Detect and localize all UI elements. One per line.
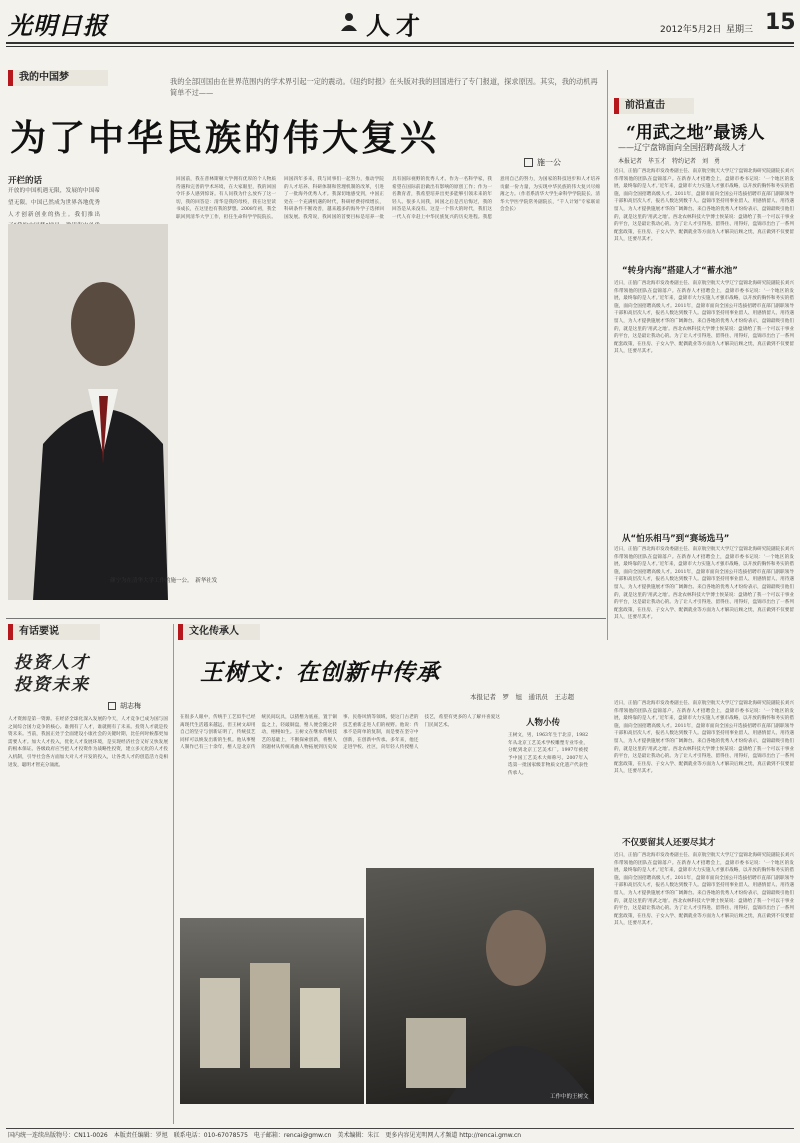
person-icon	[338, 10, 360, 32]
opinion-byline: 胡志梅	[120, 702, 141, 710]
masthead	[0, 0, 800, 50]
culture-title: 王树文：在创新中传承	[200, 659, 440, 686]
bottom-band-rule	[6, 618, 606, 619]
footer-rule	[6, 1128, 794, 1129]
profile-label: 人物小传	[526, 718, 561, 728]
right-body-part2: 近日，正值广西北海市发改委副主任、南京航空航天大学辽宁盘锦北海研究院副院长刘兴伟带领他的团队在盘锦落户。在新春人才招聘会上，盘锦市委书记说：‘一个地区的发展，最终靠的是人才。’近年来，盘锦市大力实施人才强市战略，以开放的胸怀和务实的措施，面向全国招聘高级人才。2011年，盘锦市面向全国公开选拔招聘市直部门副职领导干部和高层次人才，报名人数达到数千人。盘锦市坚持用事业留人、用感情留人、用待遇留人，为人才提供施展才华的广阔舞台。来自各地的优秀人才纷纷表示，盘锦最吸引他们的，就是这里的‘用武之地’。西北农林科技大学博士侯某说：盘锦给了我一个可以干事业的平台，这是最让我动心的。为了让人才引得进、留得住、用得好，盘锦市出台了一系列配套政策，在住房、子女入学、配偶就业等方面为人才解决后顾之忧，真正做到不仅要留其人，还要尽其才。	[614, 281, 794, 355]
right-subtitle: ——辽宁盘锦面向全国招聘高级人才	[618, 143, 746, 152]
sidebar-text: 开放的中国机遇无限，发展的中国希望无限。中国已然成为世界各地优秀人才创新创业的热土。我们推出	[8, 188, 100, 218]
culture-byline: 本报记者 罗 旭 通讯员 王志超	[470, 693, 574, 701]
main-photo	[8, 224, 168, 600]
right-body-part5: 近日，正值广西北海市发改委副主任、南京航空航天大学辽宁盘锦北海研究院副院长刘兴伟带领他的团队在盘锦落户。在新春人才招聘会上，盘锦市委书记说：‘一个地区的发展，最终靠的是人才。’近年来，盘锦市大力实施人才强市战略，以开放的胸怀和务实的措施，面向全国招聘高级人才。2011年，盘锦市面向全国公开选拔招聘市直部门副职领导干部和高层次人才，报名人数达到数千人。盘锦市坚持用事业留人、用感情留人、用待遇留人，为人才提供施展才华的广阔舞台。来自各地的优秀人才纷纷表示，盘锦最吸引他们的，就是这里的‘用武之地’。西北农林科技大学博士侯某说：盘锦给了我一个可以干事业的平台，这是最让我动心的。为了让人才引得进、留得住、用得好，盘锦市出台了一系列配套政策，在住房、子女入学、配偶就业等方面为人才解决后顾之忧，真正做到不仅要留其人，还要尽其才。	[614, 853, 794, 927]
opinion-body-text: 人才资源是第一资源。在经济全球化深入发展的今天，人才竞争已成为国与国之间综合国力竞争的核心。谁拥有了人才，谁就拥有了未来。投资人才就是投资未来。当前，我国正处于全面建设小康社会的关键时期，比任何时候都更加需要人才。加大人才投入，优化人才发展环境，是实现经济社会又好又快发展的根本保证。各级政府应当把人才投资作为战略性投资，建立多元化的人才投入机制，引导社会各方面加大对人才开发的投入，让各类人才的创造活力竞相迸发，聪明才智充分涌流。	[8, 717, 168, 768]
opinion-title-2: 投资未来	[14, 675, 90, 695]
culture-photo-caption: 工作中的王树文	[550, 1094, 589, 1100]
opinion-title-1: 投资人才	[14, 653, 90, 673]
story-deck: 我的全部回国由在世界范围内的学术界引起一定的震动。《纽约时报》在头版对我的回国进行了专门报道，探求原因。其实，我的动机再简单不过——	[170, 77, 598, 97]
right-body-part4: 近日，正值广西北海市发改委副主任、南京航空航天大学辽宁盘锦北海研究院副院长刘兴伟带领他的团队在盘锦落户。在新春人才招聘会上，盘锦市委书记说：‘一个地区的发展，最终靠的是人才。’近年来，盘锦市大力实施人才强市战略，以开放的胸怀和务实的措施，面向全国招聘高级人才。2011年，盘锦市面向全国公开选拔招聘市直部门副职领导干部和高层次人才，报名人数达到数千人。盘锦市坚持用事业留人、用感情留人、用待遇留人，为人才提供施展才华的广阔舞台。来自各地的优秀人才纷纷表示，盘锦最吸引他们的，就是这里的‘用武之地’。西北农林科技大学博士侯某说：盘锦给了我一个可以干事业的平台，这是最让我动心的。为了让人才引得进、留得住、用得好，盘锦市出台了一系列配套政策，在住房、子女入学、配偶就业等方面为人才解决后顾之忧，真正做到不仅要留其人，还要尽其才。	[614, 701, 794, 775]
byline-marker	[524, 158, 533, 167]
column-tag-frontline: 前沿直击	[614, 98, 694, 114]
masthead-rule	[6, 42, 794, 44]
column-tag-culture: 文化传承人	[178, 624, 260, 640]
main-title: 为了中华民族的伟大复兴	[10, 117, 440, 159]
column-tag-dream: 我的中国梦	[8, 70, 108, 86]
issue-date: 2012年5月2日	[660, 25, 722, 35]
right-byline: 本报记者 毕玉才 特约记者 刘 勇	[618, 158, 721, 165]
column-tag-opinion: 有话要说	[8, 624, 100, 640]
main-body-text: 回国前，我在普林斯顿大学拥有优厚的个人物质待遇和完善的学术环境，在大家眼里，我的回国令许多人感到惊讶。有人问我为什么放弃了这一切，我的回答是：清华是我的母校，我在这里读书成长，在这里也有我的梦想。2008年初，我全职回到清华大学工作，担任生命科学学院院长。回国四年多来，我与同事们一起努力，推动学院的人才培养、科研体制和管理机制的改革，引进了一批海外优秀人才。我深切地感受到，中国正处在一个充满机遇的时代，科研经费持续增长，科研条件不断改善，越来越多的海外学子选择回国发展。我常说，我回国的首要目标是培养一批具有国际视野的优秀人才。作为一名科学家，我希望在国际前沿做出有影响的原创工作；作为一名教育者，我希望培养出更多能够引领未来的年轻人。很多人问我，回国之后是否后悔过，我的回答是从来没有。这是一个伟大的时代，我们这一代人有幸赶上中华民族复兴的历史进程。我愿意用自己的努力，为国家的科技进步和人才培养贡献一份力量，为实现中华民族的伟大复兴尽绵薄之力。（作者系清华大学生命科学学院院长、清华大学医学院常务副院长，“千人计划”专家联谊会会长）	[176, 177, 600, 220]
main-photo-caption: 颜宁为在清华大学工作的施一公。 新华社发	[110, 578, 218, 584]
culture-photo-main	[366, 868, 594, 1104]
culture-body-text: 在很多人眼中，传统手工艺似乎已经离现代生活越来越远，但王树文却用自己的坚守与创新证明了，传统技艺同样可以焕发出新的生机。他从事鬃人制作已有三十余年，鬃人是北京传统民间玩具，以猪鬃为底座，置于铜盘之上，轻敲铜盘，鬃人便会随之转动，栩栩如生。王树文在继承传统技艺的基础上，不断探索创新，将鬃人的题材从传统戏曲人物拓展到历史故事、民俗风情等领域，使这门古老的技艺重新走进人们的视野。他说：传承不是简单的复制，而是要在坚守中创新，在创新中传承。多年来，他还走进学校、社区，向年轻人传授鬃人技艺，希望有更多的人了解并喜爱这门民间艺术。	[180, 715, 500, 751]
paper-name: 光明日报	[8, 11, 108, 40]
column-divider	[607, 70, 608, 640]
sidebar-label: 开栏的话	[8, 176, 43, 186]
main-byline: 施一公	[537, 158, 561, 167]
section-title: 人才	[366, 11, 426, 40]
page-number: 15	[765, 10, 796, 35]
right-subhead-1: “转身内海”搭建人才“蓄水池”	[622, 266, 738, 276]
right-body-part3: 近日，正值广西北海市发改委副主任、南京航空航天大学辽宁盘锦北海研究院副院长刘兴伟带领他的团队在盘锦落户。在新春人才招聘会上，盘锦市委书记说：‘一个地区的发展，最终靠的是人才。’近年来，盘锦市大力实施人才强市战略，以开放的胸怀和务实的措施，面向全国招聘高级人才。2011年，盘锦市面向全国公开选拔招聘市直部门副职领导干部和高层次人才，报名人数达到数千人。盘锦市坚持用事业留人、用感情留人、用待遇留人，为人才提供施展才华的广阔舞台。来自各地的优秀人才纷纷表示，盘锦最吸引他们的，就是这里的‘用武之地’。西北农林科技大学博士侯某说：盘锦给了我一个可以干事业的平台，这是最让我动心的。为了让人才引得进、留得住、用得好，盘锦市出台了一系列配套政策，在住房、子女入学、配偶就业等方面为人才解决后顾之忧，真正做到不仅要留其人，还要尽其才。	[614, 547, 794, 621]
issue-weekday: 星期三	[726, 25, 754, 35]
culture-photo-small	[180, 918, 364, 1104]
right-body-part1: 近日，正值广西北海市发改委副主任、南京航空航天大学辽宁盘锦北海研究院副院长刘兴伟带领他的团队在盘锦落户。在新春人才招聘会上，盘锦市委书记说：‘一个地区的发展，最终靠的是人才。’近年来，盘锦市大力实施人才强市战略，以开放的胸怀和务实的措施，面向全国招聘高级人才。2011年，盘锦市面向全国公开选拔招聘市直部门副职领导干部和高层次人才，报名人数达到数千人。盘锦市坚持用事业留人、用感情留人、用待遇留人，为人才提供施展才华的广阔舞台。来自各地的优秀人才纷纷表示，盘锦最吸引他们的，就是这里的‘用武之地’。西北农林科技大学博士侯某说：盘锦给了我一个可以干事业的平台，这是最让我动心的。为了让人才引得进、留得住、用得好，盘锦市出台了一系列配套政策，在住房、子女入学、配偶就业等方面为人才解决后顾之忧，真正做到不仅要留其人，还要尽其才。	[614, 169, 794, 243]
footer-text: 国内统一连续出版物号：CN11-0026 本版责任编辑：罗旭 联系电话：010-67078575 电子邮箱：rencai@gmw.cn 美术编辑：朱江 更多内容见光明网人才频道 http://rencai.gmw.cn	[8, 1132, 522, 1139]
right-title: “用武之地”最诱人	[626, 123, 765, 143]
bottom-divider	[173, 624, 174, 1124]
right-subhead-2: 从“怕乐相马”到“赛场选马”	[622, 534, 730, 544]
masthead-rule-thin	[6, 46, 794, 47]
profile-text: 王树文，男，1963年生于北京，1982年从北京工艺美术学校雕塑专业毕业，分配到北京工艺美术厂。1997年被授予中国工艺美术大师称号。2007年入选第一批国家级非物质文化遗产代表性传承人。	[508, 733, 588, 776]
right-subhead-3: 不仅要留其人还要尽其才	[622, 838, 716, 848]
opinion-byline-marker	[108, 702, 116, 710]
